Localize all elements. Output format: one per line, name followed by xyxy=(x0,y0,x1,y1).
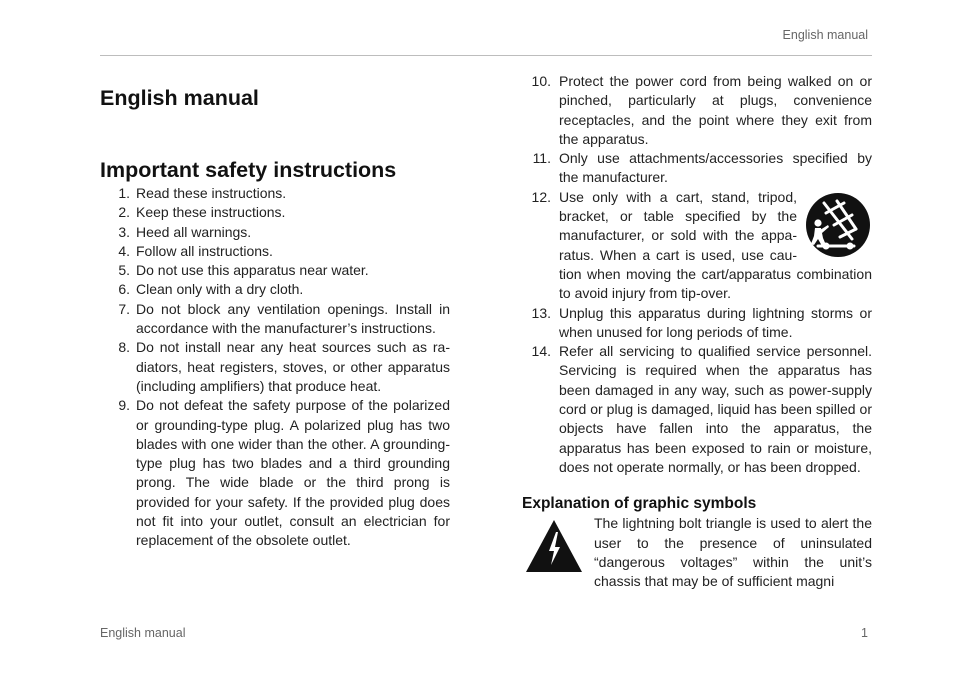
symbols-heading: Explanation of graphic symbols xyxy=(522,495,757,513)
item-text: Protect the power cord from being walked on or pinched, particularly at plugs, convenience receptacles, and the point where they exit from the apparatus. xyxy=(559,73,872,147)
item-number: 1. xyxy=(118,185,130,201)
left-column xyxy=(100,82,450,551)
item-text: Do not use this apparatus near water. xyxy=(136,262,369,279)
item-text: Unplug this apparatus during lightning storms or when unused for long periods of time. xyxy=(559,304,872,340)
item-number: 3. xyxy=(118,223,130,240)
list-item xyxy=(100,223,450,242)
safety-list-left xyxy=(100,184,450,551)
item-text: Do not install near any heat sources such as radiators, heat registers, stoves, or other apparatus (including amplifiers) that produce heat. xyxy=(136,339,450,394)
item-text: Only use attachments/accessories specified by the manufacturer. xyxy=(559,150,872,186)
list-item xyxy=(100,338,450,396)
item-text: Refer all servicing to qualified service personnel. Servicing is required when the apparatus has been damaged in any way, such as power-supply cord or plug is damaged, liquid has been spilled or objects have fallen into the apparatus, the apparatus has been exposed to rain or moisture, does not operate normally, or has been dropped. xyxy=(559,343,872,475)
item-number: 12. xyxy=(531,188,551,205)
item-number: 7. xyxy=(118,300,130,317)
item-text: Do not block any ventilation openings. Install in accordance with the manufacturer’s instructions. xyxy=(136,300,450,337)
item-number: 10. xyxy=(531,73,551,89)
list-item xyxy=(522,72,872,149)
symbol-explanation xyxy=(522,514,872,591)
item-text: Heed all warnings. xyxy=(136,223,252,240)
header-divider xyxy=(100,55,872,56)
list-item xyxy=(522,188,872,304)
list-item xyxy=(100,280,450,299)
item-number: 4. xyxy=(118,242,130,259)
item-number: 13. xyxy=(531,304,551,321)
list-item xyxy=(522,149,872,188)
item-number: 8. xyxy=(118,339,130,356)
lightning-bolt-triangle-icon xyxy=(524,518,584,574)
item-text: Clean only with a dry cloth. xyxy=(136,281,304,298)
item-text: Follow all instructions. xyxy=(136,242,273,259)
item-number: 6. xyxy=(118,281,130,298)
item-number: 11. xyxy=(532,150,551,167)
right-column xyxy=(522,72,872,591)
footer-label: English manual xyxy=(100,626,186,640)
cart-tip-over-warning-icon xyxy=(804,191,872,259)
section-title: Important safety instructions xyxy=(100,158,397,182)
item-number: 9. xyxy=(118,397,130,414)
item-text: Keep these instructions. xyxy=(136,204,286,221)
item-text: Read these instructions. xyxy=(136,185,287,201)
running-header: English manual xyxy=(782,28,868,42)
list-item xyxy=(100,242,450,261)
list-item xyxy=(100,261,450,280)
item-text: Do not defeat the safety purpose of the polarized or grounding-type plug. A polarized plug has two blades with one wider than the other. A grounding-type plug has two blades and a third grounding prong. The wide blade or the third prong is provided for your safety. If the provided plug does not fit into your outlet, consult an electrician for replacement of the obsolete outlet. xyxy=(136,397,450,549)
item-text: Use only with a cart, stand, tripod, bracket, or table specified by the manufacturer, or sold with the apparatus. When a cart is used, use caution when moving the cart/apparatus combination to avoid injury from tip-over. xyxy=(559,188,872,302)
symbol-description: The lightning bolt triangle is used to alert the user to the presence of uninsulated “dangerous voltages” within the unit’s chassis that may be of sufficient magni xyxy=(594,515,872,590)
safety-list-right xyxy=(522,72,872,477)
page-number: 1 xyxy=(861,626,868,640)
document-title: English manual xyxy=(100,86,259,110)
item-number: 14. xyxy=(531,343,551,360)
list-item xyxy=(100,203,450,222)
list-item xyxy=(100,184,450,203)
list-item xyxy=(100,300,450,339)
list-item xyxy=(522,342,872,477)
list-item xyxy=(100,396,450,550)
item-number: 5. xyxy=(118,262,130,279)
item-number: 2. xyxy=(118,204,130,221)
list-item xyxy=(522,304,872,343)
